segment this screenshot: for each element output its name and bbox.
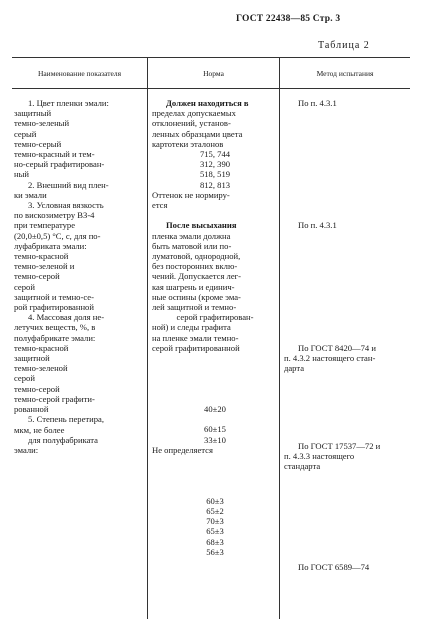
text-line: лей защитной и темно-: [152, 302, 237, 313]
text-line: 65±3: [206, 526, 224, 537]
text-line: луматовой, однородной,: [152, 251, 241, 262]
text-line: 68±3: [206, 536, 224, 547]
text-line: темно-серой: [14, 383, 60, 394]
text-line: Должен находиться в: [166, 98, 249, 108]
text-line: 715, 744: [199, 149, 231, 160]
table-top-border: [12, 57, 410, 58]
text-line: защитной: [14, 353, 50, 364]
text-line: ется: [152, 200, 168, 211]
text-line: пределах допускаемых: [152, 108, 236, 119]
table-header-border: [12, 88, 410, 89]
text-line: темно-красной: [14, 251, 69, 262]
text-line: 1. Цвет пленки эмали:: [28, 98, 109, 108]
method-reference: По п. 4.3.1: [298, 220, 337, 230]
text-line: мкм, не более: [14, 424, 65, 435]
text-line: (20,0±0,5) °С, с, для по-: [14, 230, 101, 241]
text-line: 33±10: [204, 434, 226, 445]
table-label: Таблица 2: [318, 40, 370, 51]
text-line: темно-зеленый: [14, 118, 70, 129]
text-line: луфабриката эмали:: [14, 240, 87, 251]
text-line: По ГОСТ 17537—72 и: [298, 441, 381, 451]
method-reference: По ГОСТ 6589—74: [298, 562, 370, 572]
text-line: серой: [14, 373, 35, 384]
text-line: 812, 813: [199, 179, 231, 190]
text-line: при температуре: [14, 220, 76, 231]
text-line: ный: [14, 169, 29, 180]
text-line: защитной и темно-се-: [14, 291, 94, 302]
text-line: для полуфабриката: [28, 434, 98, 445]
method-reference: По п. 4.3.1: [298, 98, 337, 108]
text-line: 70±3: [206, 516, 224, 527]
column-header-method: Метод испытания: [316, 69, 374, 78]
text-line: темно-серый: [14, 138, 62, 149]
text-line: стандарта: [284, 461, 321, 472]
text-line: 4. Массовая доля не-: [28, 312, 105, 323]
text-line: картотеки эталонов: [152, 138, 224, 149]
indicator-column: [14, 98, 146, 455]
text-line: После высыхания: [166, 220, 237, 231]
text-line: 56±3: [206, 546, 224, 557]
text-line: 5. Степень перетира,: [28, 414, 105, 425]
text-line: темно-красный и тем-: [14, 149, 95, 160]
text-line: темно-серой графити-: [14, 393, 95, 404]
text-line: эмали:: [14, 444, 39, 455]
text-line: 65±2: [206, 506, 224, 517]
text-line: летучих веществ, %, в: [14, 322, 96, 333]
text-line: 2. Внешний вид плен-: [28, 179, 109, 190]
text-line: серой графитирован-: [176, 312, 254, 323]
text-line: 3. Условная вязкость: [28, 200, 104, 211]
text-line: чений. Допускается лег-: [152, 271, 242, 282]
text-line: темно-зеленой и: [14, 261, 75, 272]
text-line: 40±20: [204, 404, 226, 415]
text-line: Оттенок не нормиру-: [152, 189, 230, 200]
text-line: ной) и следы графита: [152, 322, 231, 333]
column-header-indicator: Наименование показателя: [37, 69, 122, 78]
text-line: дарта: [284, 363, 305, 374]
text-line: п. 4.3.3 настоящего: [284, 451, 355, 462]
norm-column: [152, 98, 278, 557]
text-line: пленка эмали должна: [152, 230, 231, 241]
method-reference: [284, 343, 408, 374]
method-reference: [284, 441, 408, 472]
text-line: рованной: [14, 404, 49, 415]
column-divider-1: [147, 57, 148, 619]
text-line: без посторонних вклю-: [152, 261, 238, 272]
text-line: серой графитированной: [152, 342, 240, 353]
text-line: темно-зеленой: [14, 363, 68, 374]
text-line: кая шагрень и единич-: [152, 281, 235, 292]
text-line: защитный: [14, 108, 52, 119]
column-header-norm: Норма: [203, 69, 224, 78]
text-line: 60±15: [204, 424, 226, 435]
text-line: серый: [14, 128, 37, 139]
text-line: ные оспины (кроме эма-: [152, 291, 241, 302]
text-line: темно-серой: [14, 271, 60, 282]
text-line: 60±3: [206, 495, 224, 506]
column-divider-2: [279, 57, 280, 619]
text-line: серой: [14, 281, 35, 292]
text-line: По ГОСТ 8420—74 и: [298, 343, 376, 353]
text-line: на пленке эмали темно-: [152, 332, 239, 343]
text-line: ленных образцами цвета: [152, 128, 243, 139]
page-header: ГОСТ 22438—85 Стр. 3: [236, 14, 341, 24]
text-line: по вискозиметру ВЗ-4: [14, 210, 95, 221]
text-line: отклонений, установ-: [152, 118, 231, 129]
text-line: полуфабрикате эмали:: [14, 332, 96, 343]
text-line: Не определяется: [152, 444, 213, 455]
text-line: рой графитированной: [14, 302, 94, 313]
text-line: но-серый графитирован-: [14, 159, 105, 170]
text-line: ки эмали: [14, 189, 47, 200]
text-line: 518, 519: [199, 169, 231, 180]
text-line: п. 4.3.2 настоящего стан-: [284, 353, 376, 364]
text-line: быть матовой или по-: [152, 240, 232, 251]
text-line: темно-красной: [14, 342, 69, 353]
text-line: 312, 390: [199, 159, 231, 170]
